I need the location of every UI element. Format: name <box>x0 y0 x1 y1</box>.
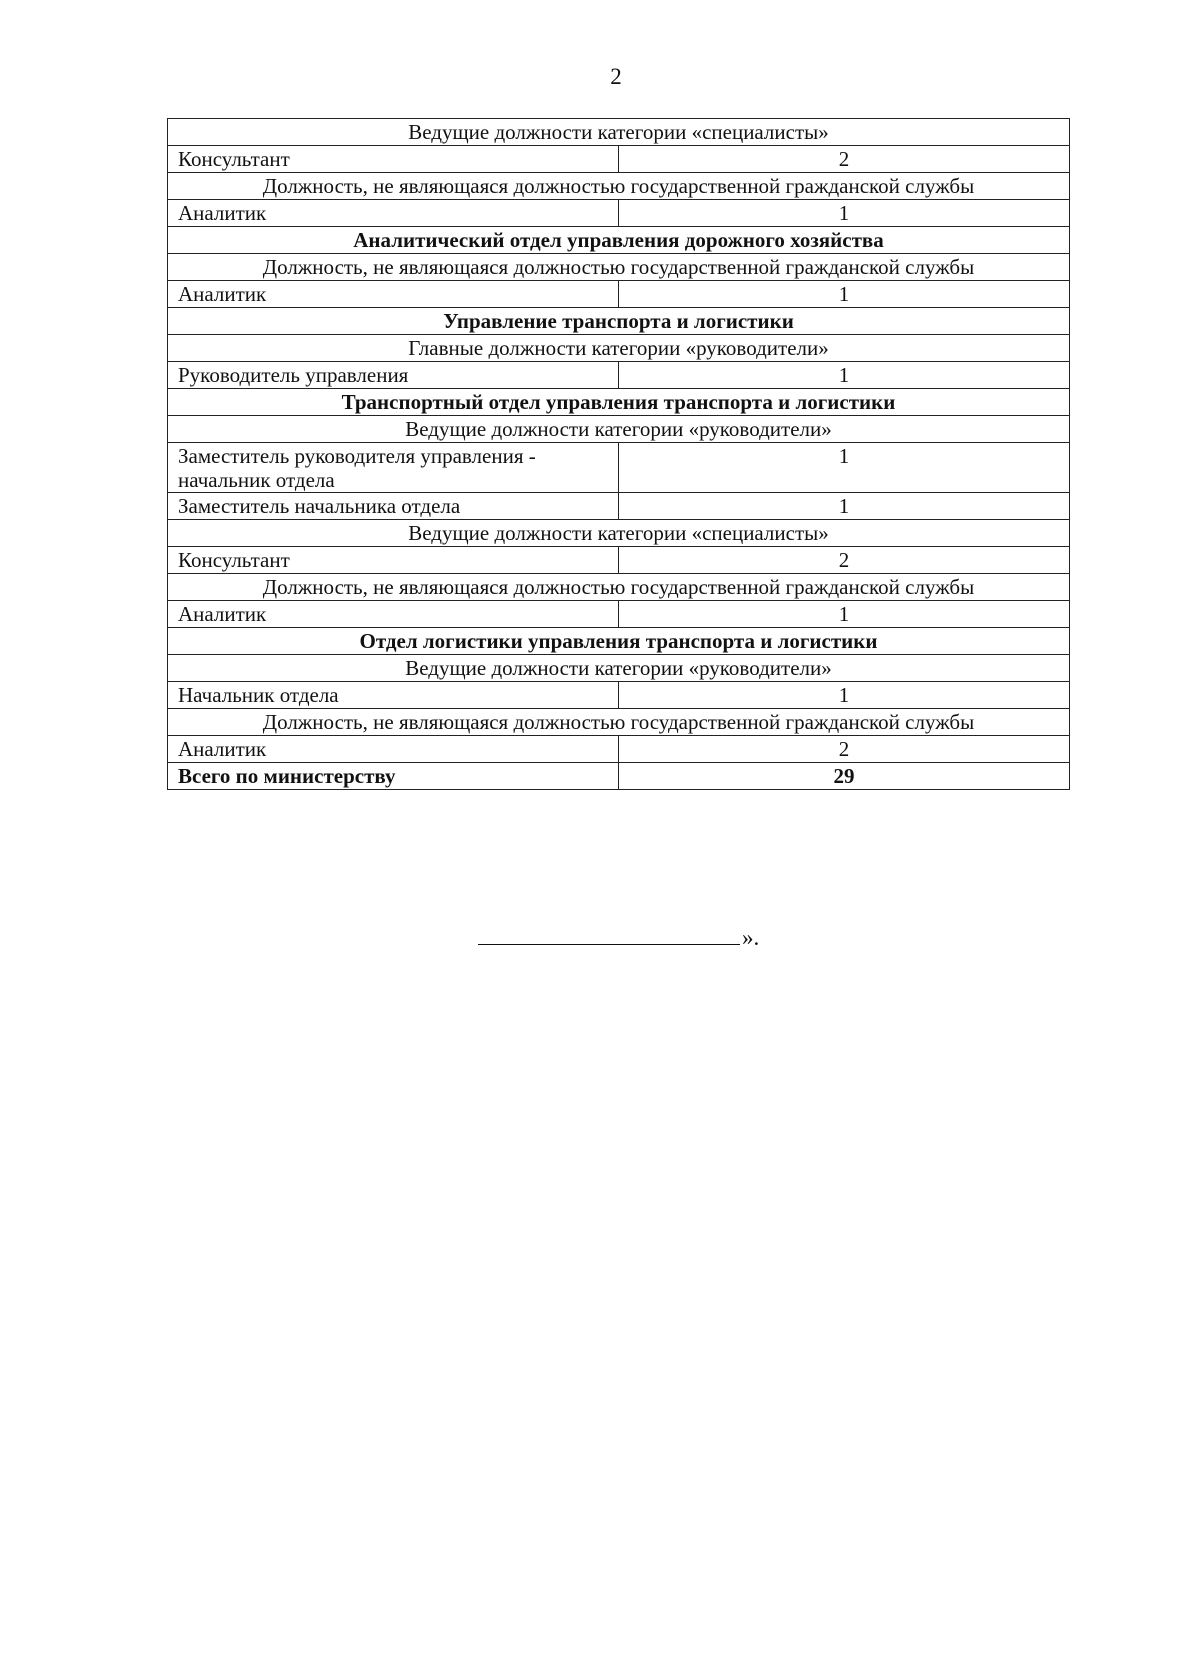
position-count: 1 <box>619 443 1070 493</box>
category-name: Ведущие должности категории «руководители» <box>168 416 1070 443</box>
position-count: 2 <box>619 736 1070 763</box>
position-row <box>168 736 1070 763</box>
position-count: 1 <box>619 493 1070 520</box>
category-row <box>168 335 1070 362</box>
closing-mark <box>478 922 759 951</box>
position-name: Аналитик <box>168 200 619 227</box>
staff-table <box>167 118 1070 790</box>
category-row <box>168 173 1070 200</box>
position-name: Аналитик <box>168 736 619 763</box>
position-name: Руководитель управления <box>168 362 619 389</box>
category-name: Ведущие должности категории «руководители» <box>168 655 1070 682</box>
position-count: 2 <box>619 146 1070 173</box>
position-row <box>168 443 1070 493</box>
page-number: 2 <box>610 64 622 89</box>
position-row <box>168 547 1070 574</box>
position-name: Консультант <box>168 146 619 173</box>
position-name: Заместитель руководителя управления - начальник отдела <box>168 443 619 493</box>
department-header-row <box>168 227 1070 254</box>
position-name: Аналитик <box>168 281 619 308</box>
category-row <box>168 416 1070 443</box>
position-count: 1 <box>619 682 1070 709</box>
position-count: 1 <box>619 200 1070 227</box>
total-row <box>168 763 1070 790</box>
department-header-row <box>168 308 1070 335</box>
position-name: Аналитик <box>168 601 619 628</box>
category-row <box>168 574 1070 601</box>
position-count: 1 <box>619 601 1070 628</box>
category-name: Главные должности категории «руководители» <box>168 335 1070 362</box>
category-name: Должность, не являющаяся должностью государственной гражданской службы <box>168 173 1070 200</box>
position-name: Заместитель начальника отдела <box>168 493 619 520</box>
position-row <box>168 146 1070 173</box>
position-count: 2 <box>619 547 1070 574</box>
position-row <box>168 682 1070 709</box>
department-name: Отдел логистики управления транспорта и логистики <box>168 628 1070 655</box>
total-label: Всего по министерству <box>168 763 619 790</box>
category-row <box>168 254 1070 281</box>
department-name: Аналитический отдел управления дорожного хозяйства <box>168 227 1070 254</box>
closing-quote: ». <box>742 925 760 950</box>
category-name: Ведущие должности категории «специалисты» <box>168 520 1070 547</box>
position-name: Начальник отдела <box>168 682 619 709</box>
category-name: Должность, не являющаяся должностью государственной гражданской службы <box>168 254 1070 281</box>
category-row <box>168 520 1070 547</box>
position-name: Консультант <box>168 547 619 574</box>
category-row <box>168 119 1070 146</box>
position-row <box>168 601 1070 628</box>
position-count: 1 <box>619 362 1070 389</box>
staff-table-body <box>168 119 1070 790</box>
department-header-row <box>168 389 1070 416</box>
position-row <box>168 281 1070 308</box>
total-count: 29 <box>619 763 1070 790</box>
category-name: Должность, не являющаяся должностью государственной гражданской службы <box>168 574 1070 601</box>
department-name: Транспортный отдел управления транспорта и логистики <box>168 389 1070 416</box>
department-header-row <box>168 628 1070 655</box>
category-name: Должность, не являющаяся должностью государственной гражданской службы <box>168 709 1070 736</box>
department-name: Управление транспорта и логистики <box>168 308 1070 335</box>
signature-line <box>478 922 740 945</box>
position-count: 1 <box>619 281 1070 308</box>
category-row <box>168 709 1070 736</box>
position-row <box>168 493 1070 520</box>
position-row <box>168 200 1070 227</box>
category-name: Ведущие должности категории «специалисты» <box>168 119 1070 146</box>
category-row <box>168 655 1070 682</box>
position-row <box>168 362 1070 389</box>
